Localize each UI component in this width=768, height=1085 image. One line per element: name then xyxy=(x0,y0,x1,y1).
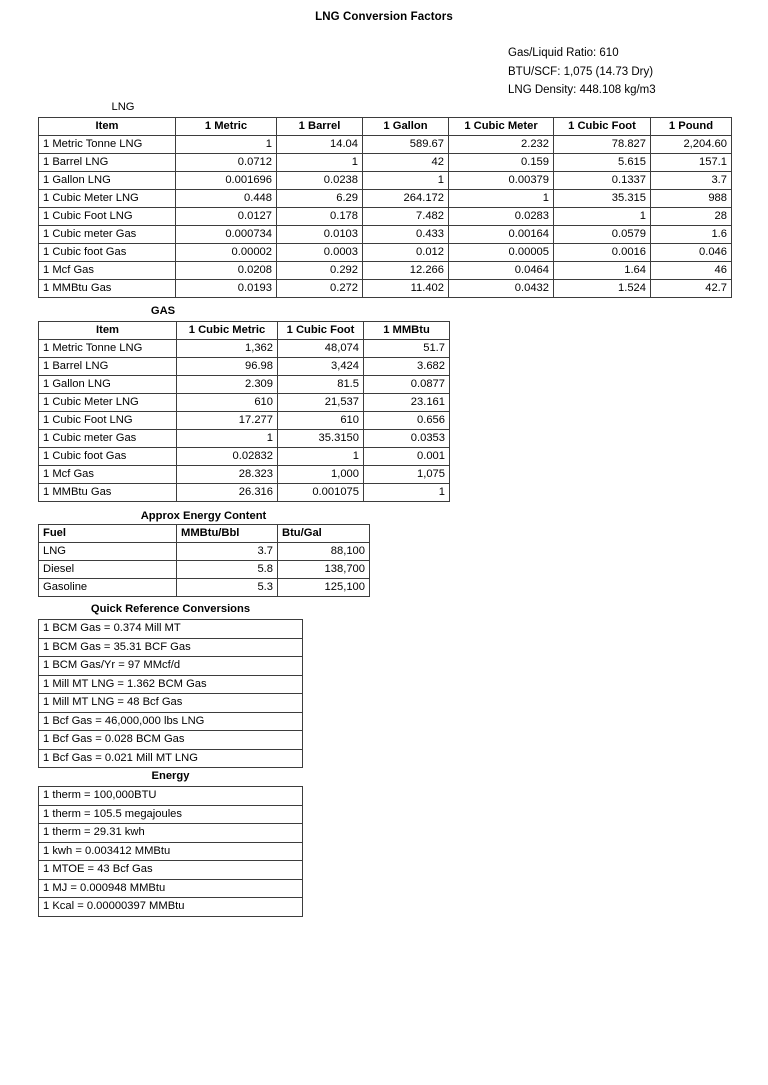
lng-row-label: 1 Barrel LNG xyxy=(39,154,176,172)
energy-row xyxy=(39,898,303,917)
lng-cell: 6.29 xyxy=(277,190,363,208)
gas-cell: 0.001075 xyxy=(278,484,364,502)
fuel-table-container xyxy=(38,524,370,597)
lng-cell: 0.272 xyxy=(277,280,363,298)
lng-cell: 0.1337 xyxy=(554,172,651,190)
lng-column-header: 1 Pound xyxy=(651,118,732,136)
gas-cell: 610 xyxy=(177,394,278,412)
lng-cell: 0.0003 xyxy=(277,244,363,262)
energy-row xyxy=(39,805,303,824)
lng-cell: 0.0579 xyxy=(554,226,651,244)
gas-cell: 21,537 xyxy=(278,394,364,412)
lng-cell: 0.012 xyxy=(363,244,449,262)
gas-row xyxy=(39,484,450,502)
energy-item: 1 MJ = 0.000948 MMBtu xyxy=(39,879,303,898)
gas-conversion-table xyxy=(38,321,450,502)
lng-cell: 0.0464 xyxy=(449,262,554,280)
fuel-cell: 138,700 xyxy=(278,561,370,579)
lng-row xyxy=(39,154,732,172)
quick-reference-row xyxy=(39,731,303,750)
gas-cell: 1,000 xyxy=(278,466,364,484)
gas-row-label: 1 Cubic Meter LNG xyxy=(39,394,177,412)
gas-cell: 28.323 xyxy=(177,466,278,484)
quick-reference-table xyxy=(38,619,303,768)
fact-gas-liquid-ratio: Gas/Liquid Ratio: 610 xyxy=(508,47,619,59)
fuel-row-label: LNG xyxy=(39,543,177,561)
lng-row-label: 1 Cubic meter Gas xyxy=(39,226,176,244)
fuel-cell: 3.7 xyxy=(177,543,278,561)
quick-reference-container xyxy=(38,619,303,768)
quick-reference-item: 1 Mill MT LNG = 1.362 BCM Gas xyxy=(39,675,303,694)
lng-table-body xyxy=(39,136,732,298)
lng-row xyxy=(39,208,732,226)
gas-cell: 610 xyxy=(278,412,364,430)
lng-conversion-table xyxy=(38,117,732,298)
lng-column-header: 1 Gallon xyxy=(363,118,449,136)
lng-row xyxy=(39,226,732,244)
fuel-cell: 88,100 xyxy=(278,543,370,561)
gas-row-label: 1 Cubic foot Gas xyxy=(39,448,177,466)
gas-table-body xyxy=(39,340,450,502)
energy-item: 1 MTOE = 43 Bcf Gas xyxy=(39,861,303,880)
lng-column-header: 1 Cubic Foot xyxy=(554,118,651,136)
lng-cell: 42.7 xyxy=(651,280,732,298)
energy-row xyxy=(39,861,303,880)
gas-cell: 1,362 xyxy=(177,340,278,358)
lng-row-label: 1 Cubic Meter LNG xyxy=(39,190,176,208)
energy-item: 1 therm = 105.5 megajoules xyxy=(39,805,303,824)
fuel-header-row xyxy=(39,525,370,543)
lng-cell: 589.67 xyxy=(363,136,449,154)
lng-row-label: 1 MMBtu Gas xyxy=(39,280,176,298)
quick-reference-caption: Quick Reference Conversions xyxy=(90,603,251,615)
lng-column-header: Item xyxy=(39,118,176,136)
gas-cell: 1,075 xyxy=(364,466,450,484)
page-title: LNG Conversion Factors xyxy=(315,11,453,23)
gas-table-head xyxy=(39,322,450,340)
gas-cell: 3,424 xyxy=(278,358,364,376)
gas-column-header: 1 Cubic Metric xyxy=(177,322,278,340)
lng-row xyxy=(39,172,732,190)
fuel-row xyxy=(39,561,370,579)
lng-cell: 0.292 xyxy=(277,262,363,280)
quick-reference-row xyxy=(39,694,303,713)
gas-cell: 0.0877 xyxy=(364,376,450,394)
lng-table-container xyxy=(38,117,732,298)
gas-row xyxy=(39,376,450,394)
lng-cell: 0.433 xyxy=(363,226,449,244)
lng-row xyxy=(39,136,732,154)
lng-row xyxy=(39,262,732,280)
lng-cell: 1 xyxy=(176,136,277,154)
lng-cell: 35.315 xyxy=(554,190,651,208)
fuel-row-label: Gasoline xyxy=(39,579,177,597)
lng-cell: 0.0238 xyxy=(277,172,363,190)
gas-cell: 35.3150 xyxy=(278,430,364,448)
gas-row-label: 1 Cubic Foot LNG xyxy=(39,412,177,430)
lng-row-label: 1 Gallon LNG xyxy=(39,172,176,190)
fact-btu-per-scf: BTU/SCF: 1,075 (14.73 Dry) xyxy=(508,65,654,78)
gas-row xyxy=(39,394,450,412)
gas-column-header: 1 Cubic Foot xyxy=(278,322,364,340)
lng-cell: 0.0432 xyxy=(449,280,554,298)
quick-reference-item: 1 BCM Gas = 35.31 BCF Gas xyxy=(39,638,303,657)
quick-reference-row xyxy=(39,675,303,694)
gas-row-label: 1 Mcf Gas xyxy=(39,466,177,484)
gas-cell: 2.309 xyxy=(177,376,278,394)
fuel-table-head xyxy=(39,525,370,543)
gas-cell: 23.161 xyxy=(364,394,450,412)
lng-cell: 0.0103 xyxy=(277,226,363,244)
lng-cell: 264.172 xyxy=(363,190,449,208)
lng-row-label: 1 Metric Tonne LNG xyxy=(39,136,176,154)
energy-row xyxy=(39,787,303,806)
gas-table-container xyxy=(38,321,450,502)
quick-reference-row xyxy=(39,620,303,639)
quick-reference-item: 1 Bcf Gas = 0.021 Mill MT LNG xyxy=(39,749,303,768)
lng-row-label: 1 Cubic Foot LNG xyxy=(39,208,176,226)
quick-reference-item: 1 Bcf Gas = 46,000,000 lbs LNG xyxy=(39,712,303,731)
fuel-column-header: MMBtu/Bbl xyxy=(177,525,278,543)
fuel-row xyxy=(39,543,370,561)
gas-cell: 48,074 xyxy=(278,340,364,358)
lng-cell: 7.482 xyxy=(363,208,449,226)
gas-row-label: 1 Metric Tonne LNG xyxy=(39,340,177,358)
gas-row xyxy=(39,412,450,430)
lng-cell: 0.000734 xyxy=(176,226,277,244)
gas-cell: 0.656 xyxy=(364,412,450,430)
energy-item: 1 therm = 29.31 kwh xyxy=(39,824,303,843)
lng-cell: 0.0193 xyxy=(176,280,277,298)
gas-cell: 1 xyxy=(278,448,364,466)
lng-cell: 12.266 xyxy=(363,262,449,280)
fuel-column-header: Btu/Gal xyxy=(278,525,370,543)
fuel-cell: 125,100 xyxy=(278,579,370,597)
lng-cell: 0.00002 xyxy=(176,244,277,262)
lng-table-head xyxy=(39,118,732,136)
lng-cell: 5.615 xyxy=(554,154,651,172)
lng-cell: 0.0712 xyxy=(176,154,277,172)
lng-cell: 0.001696 xyxy=(176,172,277,190)
gas-row xyxy=(39,448,450,466)
approx-energy-content-table xyxy=(38,524,370,597)
lng-cell: 0.0127 xyxy=(176,208,277,226)
gas-row-label: 1 MMBtu Gas xyxy=(39,484,177,502)
lng-cell: 988 xyxy=(651,190,732,208)
lng-cell: 14.04 xyxy=(277,136,363,154)
lng-column-header: 1 Barrel xyxy=(277,118,363,136)
lng-cell: 1 xyxy=(277,154,363,172)
gas-row-label: 1 Barrel LNG xyxy=(39,358,177,376)
lng-cell: 0.0283 xyxy=(449,208,554,226)
lng-cell: 11.402 xyxy=(363,280,449,298)
energy-row xyxy=(39,842,303,861)
lng-cell: 28 xyxy=(651,208,732,226)
lng-cell: 0.0016 xyxy=(554,244,651,262)
lng-cell: 0.00164 xyxy=(449,226,554,244)
lng-section-caption: LNG xyxy=(111,101,135,113)
quick-reference-body xyxy=(39,620,303,768)
energy-table-body xyxy=(39,787,303,917)
gas-cell: 1 xyxy=(177,430,278,448)
gas-cell: 96.98 xyxy=(177,358,278,376)
energy-item: 1 Kcal = 0.00000397 MMBtu xyxy=(39,898,303,917)
lng-cell: 1.6 xyxy=(651,226,732,244)
lng-column-header: 1 Metric xyxy=(176,118,277,136)
lng-cell: 1 xyxy=(554,208,651,226)
energy-item: 1 therm = 100,000BTU xyxy=(39,787,303,806)
gas-cell: 3.682 xyxy=(364,358,450,376)
gas-row xyxy=(39,358,450,376)
fuel-row-label: Diesel xyxy=(39,561,177,579)
gas-column-header: Item xyxy=(39,322,177,340)
lng-cell: 157.1 xyxy=(651,154,732,172)
gas-row xyxy=(39,466,450,484)
lng-cell: 1.524 xyxy=(554,280,651,298)
lng-cell: 1 xyxy=(449,190,554,208)
energy-row xyxy=(39,824,303,843)
lng-cell: 2,204.60 xyxy=(651,136,732,154)
key-facts-block xyxy=(508,44,656,100)
gas-row-label: 1 Gallon LNG xyxy=(39,376,177,394)
gas-cell: 81.5 xyxy=(278,376,364,394)
lng-cell: 0.00379 xyxy=(449,172,554,190)
lng-cell: 0.448 xyxy=(176,190,277,208)
gas-cell: 1 xyxy=(364,484,450,502)
energy-item: 1 kwh = 0.003412 MMBtu xyxy=(39,842,303,861)
lng-cell: 0.046 xyxy=(651,244,732,262)
lng-cell: 0.0208 xyxy=(176,262,277,280)
lng-cell: 1 xyxy=(363,172,449,190)
lng-row-label: 1 Cubic foot Gas xyxy=(39,244,176,262)
energy-table-container xyxy=(38,786,303,917)
quick-reference-row xyxy=(39,712,303,731)
fuel-table-body xyxy=(39,543,370,597)
gas-header-row xyxy=(39,322,450,340)
fact-lng-density: LNG Density: 448.108 kg/m3 xyxy=(508,84,656,96)
energy-row xyxy=(39,879,303,898)
lng-header-row xyxy=(39,118,732,136)
lng-cell: 0.00005 xyxy=(449,244,554,262)
lng-cell: 46 xyxy=(651,262,732,280)
gas-cell: 17.277 xyxy=(177,412,278,430)
gas-section-caption: GAS xyxy=(150,305,176,317)
energy-conversion-table xyxy=(38,786,303,917)
fuel-section-caption: Approx Energy Content xyxy=(140,510,267,522)
lng-row xyxy=(39,244,732,262)
gas-row xyxy=(39,430,450,448)
quick-reference-item: 1 BCM Gas/Yr = 97 MMcf/d xyxy=(39,657,303,676)
quick-reference-item: 1 Bcf Gas = 0.028 BCM Gas xyxy=(39,731,303,750)
fuel-cell: 5.8 xyxy=(177,561,278,579)
lng-cell: 0.159 xyxy=(449,154,554,172)
fuel-column-header: Fuel xyxy=(39,525,177,543)
quick-reference-item: 1 BCM Gas = 0.374 Mill MT xyxy=(39,620,303,639)
gas-row xyxy=(39,340,450,358)
gas-row-label: 1 Cubic meter Gas xyxy=(39,430,177,448)
gas-cell: 0.0353 xyxy=(364,430,450,448)
quick-reference-item: 1 Mill MT LNG = 48 Bcf Gas xyxy=(39,694,303,713)
gas-cell: 0.02832 xyxy=(177,448,278,466)
lng-row xyxy=(39,280,732,298)
gas-column-header: 1 MMBtu xyxy=(364,322,450,340)
gas-cell: 0.001 xyxy=(364,448,450,466)
quick-reference-row xyxy=(39,657,303,676)
lng-cell: 0.178 xyxy=(277,208,363,226)
lng-cell: 78.827 xyxy=(554,136,651,154)
gas-cell: 26.316 xyxy=(177,484,278,502)
quick-reference-row xyxy=(39,749,303,768)
fuel-cell: 5.3 xyxy=(177,579,278,597)
lng-column-header: 1 Cubic Meter xyxy=(449,118,554,136)
lng-cell: 2.232 xyxy=(449,136,554,154)
energy-section-caption: Energy xyxy=(151,770,190,782)
lng-row-label: 1 Mcf Gas xyxy=(39,262,176,280)
fuel-row xyxy=(39,579,370,597)
quick-reference-row xyxy=(39,638,303,657)
lng-row xyxy=(39,190,732,208)
gas-cell: 51.7 xyxy=(364,340,450,358)
lng-cell: 1.64 xyxy=(554,262,651,280)
lng-cell: 42 xyxy=(363,154,449,172)
lng-cell: 3.7 xyxy=(651,172,732,190)
